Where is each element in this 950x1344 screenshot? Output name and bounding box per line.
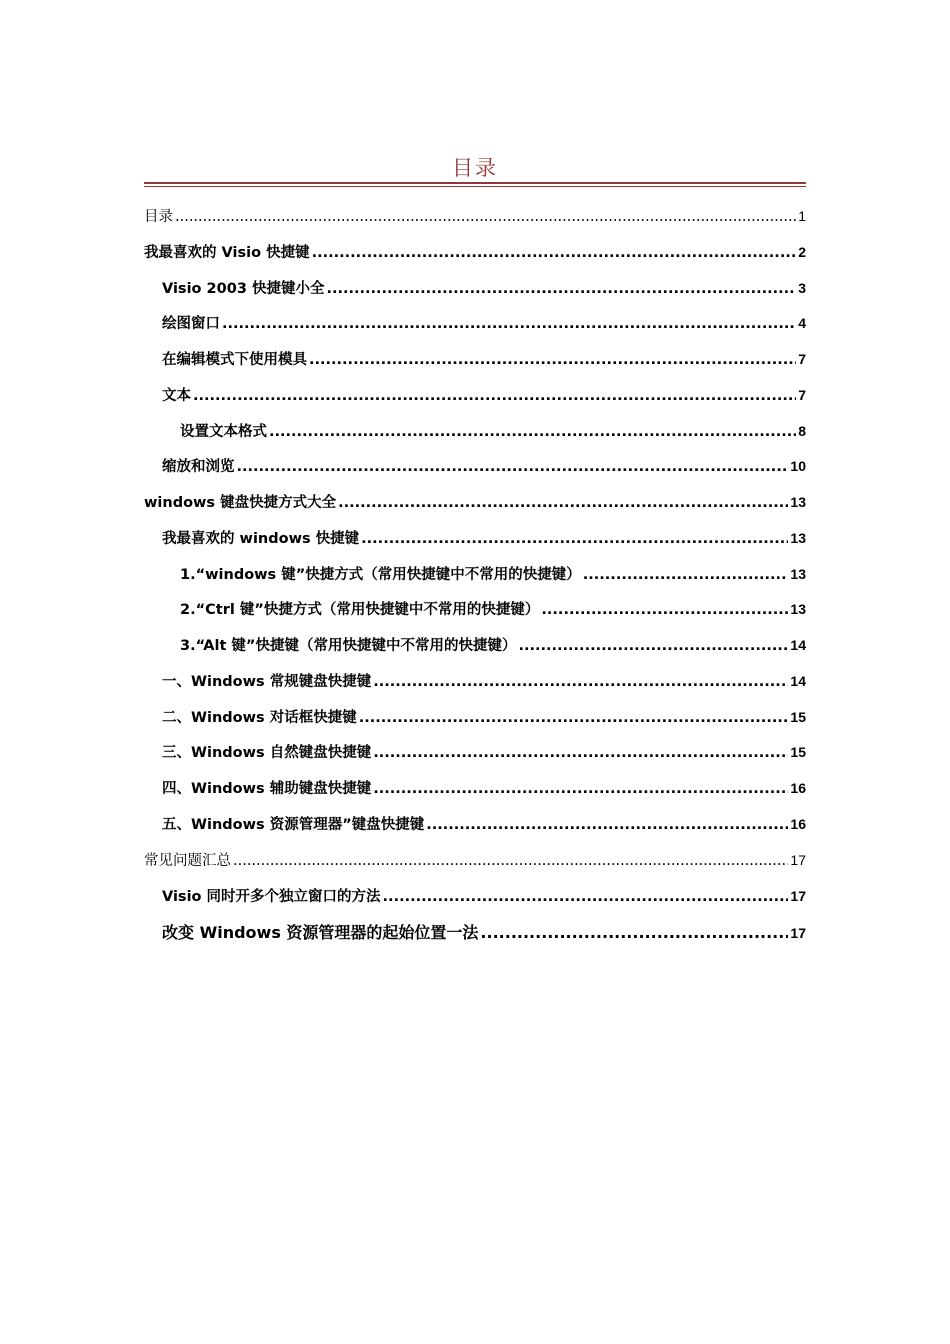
title-rule-thin bbox=[144, 186, 806, 187]
toc-label: 绘图窗口 bbox=[162, 316, 220, 332]
toc-label: 常见问题汇总 bbox=[144, 853, 231, 869]
toc-entry[interactable] bbox=[144, 670, 806, 692]
toc-entry[interactable] bbox=[144, 922, 806, 944]
page-title: 目录 bbox=[452, 156, 498, 180]
toc-leader bbox=[233, 850, 788, 872]
toc-label: Visio 同时开多个独立窗口的方法 bbox=[162, 889, 381, 905]
toc-label: 缩放和浏览 bbox=[162, 459, 235, 475]
toc-leader bbox=[269, 421, 796, 443]
toc-entry[interactable] bbox=[144, 527, 806, 549]
toc-page-number: 16 bbox=[790, 816, 806, 832]
toc-entry[interactable] bbox=[144, 598, 806, 620]
toc-label: 3.“Alt 键”快捷键（常用快捷键中不常用的快捷键） bbox=[180, 638, 517, 654]
toc-leader bbox=[237, 456, 789, 478]
toc-entry[interactable] bbox=[144, 634, 806, 656]
toc-page-number: 16 bbox=[790, 780, 806, 796]
toc-leader bbox=[338, 492, 788, 514]
toc-page-number: 7 bbox=[798, 351, 806, 367]
toc-label: windows 键盘快捷方式大全 bbox=[144, 495, 337, 511]
toc-entry[interactable] bbox=[144, 491, 806, 513]
toc-leader bbox=[373, 742, 788, 764]
toc-page-number: 17 bbox=[790, 852, 806, 868]
toc-page-number: 13 bbox=[790, 566, 806, 582]
toc-page-number: 3 bbox=[798, 280, 806, 296]
toc-leader bbox=[426, 814, 788, 836]
toc-page-number: 8 bbox=[798, 423, 806, 439]
toc-page-number: 7 bbox=[798, 387, 806, 403]
toc-entry[interactable] bbox=[144, 813, 806, 835]
toc-entry[interactable] bbox=[144, 706, 806, 728]
toc-entry[interactable] bbox=[144, 885, 806, 907]
toc-label: 文本 bbox=[162, 388, 191, 404]
toc-label: 1.“windows 键”快捷方式（常用快捷键中不常用的快捷键） bbox=[180, 567, 581, 583]
toc-leader bbox=[583, 564, 789, 586]
toc-label: 一、Windows 常规键盘快捷键 bbox=[162, 674, 372, 690]
toc-page-number: 15 bbox=[790, 744, 806, 760]
toc-label: 二、Windows 对话框快捷键 bbox=[162, 710, 357, 726]
toc-leader bbox=[541, 599, 788, 621]
toc-page-number: 13 bbox=[790, 601, 806, 617]
toc-label: 在编辑模式下使用模具 bbox=[162, 352, 307, 368]
toc-page-number: 13 bbox=[790, 494, 806, 510]
toc-leader bbox=[193, 385, 796, 407]
toc-leader bbox=[326, 278, 796, 300]
toc-page-number: 1 bbox=[798, 208, 806, 224]
toc-entry[interactable] bbox=[144, 312, 806, 334]
toc-page-number: 17 bbox=[790, 925, 806, 941]
toc-entry[interactable] bbox=[144, 563, 806, 585]
toc-page-number: 2 bbox=[798, 244, 806, 260]
toc-page-number: 15 bbox=[790, 709, 806, 725]
toc-label: Visio 2003 快捷键小全 bbox=[162, 281, 325, 297]
toc-entry[interactable] bbox=[144, 277, 806, 299]
toc-label: 改变 Windows 资源管理器的起始位置一法 bbox=[162, 923, 479, 942]
toc-label: 目录 bbox=[144, 209, 173, 225]
toc-leader bbox=[309, 349, 796, 371]
toc-entry[interactable] bbox=[144, 420, 806, 442]
toc-label: 2.“Ctrl 键”快捷方式（常用快捷键中不常用的快捷键） bbox=[180, 602, 540, 618]
toc-label: 四、Windows 辅助键盘快捷键 bbox=[162, 781, 372, 797]
toc-leader bbox=[361, 528, 788, 550]
toc-label: 我最喜欢的 windows 快捷键 bbox=[162, 531, 360, 547]
toc-leader bbox=[175, 206, 796, 228]
toc-label: 五、Windows 资源管理器”键盘快捷键 bbox=[162, 817, 425, 833]
toc-label: 设置文本格式 bbox=[180, 424, 267, 440]
toc-page-number: 14 bbox=[790, 637, 806, 653]
toc-entry[interactable] bbox=[144, 741, 806, 763]
toc-leader bbox=[359, 707, 789, 729]
toc-leader bbox=[373, 671, 788, 693]
toc-leader bbox=[373, 778, 788, 800]
toc-label: 我最喜欢的 Visio 快捷键 bbox=[144, 245, 310, 261]
toc-page-number: 4 bbox=[798, 315, 806, 331]
toc-label: 三、Windows 自然键盘快捷键 bbox=[162, 745, 372, 761]
toc-entry[interactable] bbox=[144, 205, 806, 227]
toc-entry[interactable] bbox=[144, 455, 806, 477]
toc-leader bbox=[312, 242, 797, 264]
toc-entry[interactable] bbox=[144, 384, 806, 406]
toc-entry[interactable] bbox=[144, 348, 806, 370]
toc-page-number: 13 bbox=[790, 530, 806, 546]
toc-leader bbox=[518, 635, 788, 657]
toc-page-number: 17 bbox=[790, 888, 806, 904]
toc-entry[interactable] bbox=[144, 849, 806, 871]
toc-leader bbox=[222, 313, 796, 335]
toc-leader bbox=[480, 922, 788, 944]
toc-leader bbox=[383, 886, 789, 908]
title-rule-thick bbox=[144, 182, 806, 184]
toc-entry[interactable] bbox=[144, 777, 806, 799]
toc-entry[interactable] bbox=[144, 241, 806, 263]
toc-page-number: 10 bbox=[790, 458, 806, 474]
toc-page-number: 14 bbox=[790, 673, 806, 689]
